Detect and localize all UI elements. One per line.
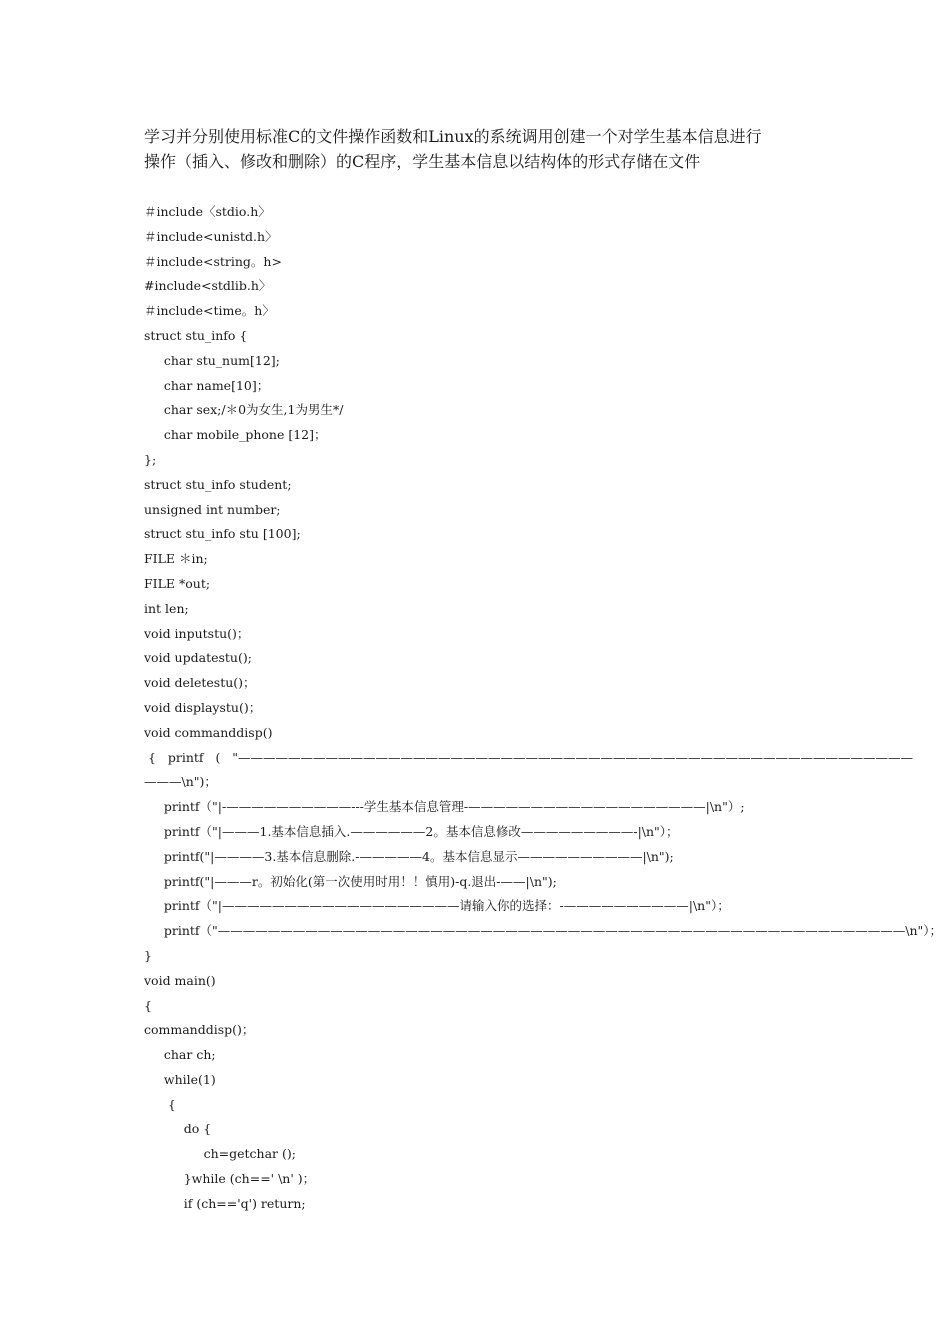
code-line: { printf ( "——————————————————————————————————————————————————————: [144, 749, 913, 765]
code-line: printf（"|———1.基本信息插入.——————2。基本信息修改—————————-|\n"）；: [144, 823, 679, 839]
code-line: unsigned int number;: [144, 501, 281, 517]
code-line: }: [144, 947, 152, 963]
code-line: if (ch=='q') return;: [144, 1195, 306, 1211]
code-line: ＃include<string。h>: [144, 253, 282, 269]
intro-line: 操作（插入、修改和删除）的C程序，学生基本信息以结构体的形式存储在文件: [144, 152, 701, 171]
code-line: commanddisp()；: [144, 1022, 255, 1038]
intro-line: 学习并分别使用标准C的文件操作函数和Linux的系统调用创建一个对学生基本信息进行: [144, 127, 762, 146]
code-line: char mobile_phone [12]；: [144, 427, 327, 443]
code-line: char stu_num[12];: [144, 352, 280, 368]
code-line: struct stu_info student;: [144, 476, 292, 492]
code-line: FILE *out;: [144, 575, 211, 591]
code-line: printf（"|———————————————————请输入你的选择：-——————————|\n"）；: [144, 898, 730, 914]
code-line: printf（"|-——————————---学生基本信息管理-———————————————————|\n"）;: [144, 799, 745, 815]
code-line: char name[10]；: [144, 377, 270, 393]
code-line: void updatestu();: [144, 650, 252, 666]
code-line: #include<stdlib.h〉: [144, 278, 272, 294]
code-line: printf("|————3.基本信息删除.-—————4。基本信息显示——————————|\n");: [144, 848, 674, 864]
code-line: void inputstu()；: [144, 625, 250, 641]
code-line: FILE ＊in;: [144, 551, 208, 567]
code-block: [144, 200, 943, 1217]
code-line: char ch;: [144, 1047, 216, 1063]
code-line: int len;: [144, 600, 189, 616]
code-line: ＃include<unistd.h〉: [144, 228, 278, 244]
code-line: void deletestu()；: [144, 675, 256, 691]
code-line: ch=getchar ();: [144, 1146, 296, 1162]
code-line: printf（"———————————————————————————————————————————————————————\n"）；: [144, 923, 943, 939]
code-line: {: [144, 1096, 176, 1112]
code-line: ———\n")；: [144, 774, 217, 790]
code-line: do {: [144, 1121, 212, 1137]
code-line: struct stu_info {: [144, 327, 248, 343]
code-line: void main(): [144, 972, 216, 988]
code-line: while(1): [144, 1071, 216, 1087]
code-line: char sex;/＊0为女生,1为男生*/: [144, 402, 344, 418]
code-line: };: [144, 451, 157, 467]
code-line: void commanddisp(): [144, 724, 273, 740]
intro-paragraph: [144, 124, 814, 174]
code-line: printf("|———r。初始化(第一次使用时用！！慎用)-q.退出-——|\n");: [144, 873, 557, 889]
code-line: struct stu_info stu [100];: [144, 526, 301, 542]
code-line: ＃include〈stdio.h〉: [144, 204, 271, 219]
code-line: }while (ch==' \n' )；: [144, 1171, 316, 1187]
code-line: ＃include<time。h〉: [144, 303, 275, 319]
code-line: void displaystu()；: [144, 699, 262, 715]
code-line: {: [144, 997, 152, 1013]
